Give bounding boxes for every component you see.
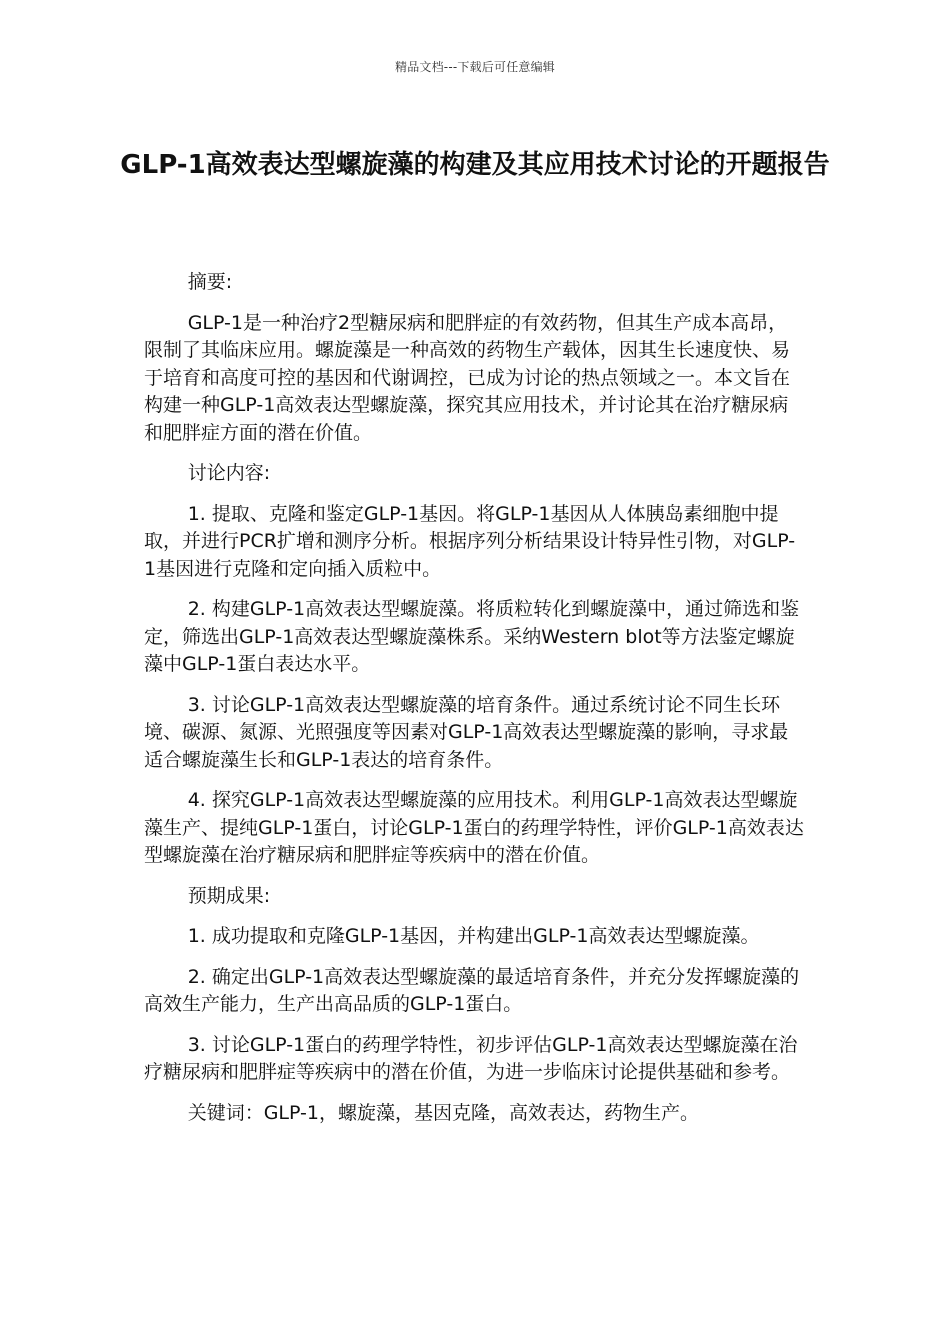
research-heading: 讨论内容:: [187, 462, 271, 484]
outcomes-heading: 预期成果:: [187, 884, 271, 907]
research-item-1: 1. 提取、克隆和鉴定GLP-1基因。将GLP-1基因从人体胰岛素细胞中提取，并进行PCR扩增和测序分析。根据序列分析结果设计特异性引物，对GLP-1基因进行克隆和定向插入质粒中。: [144, 502, 796, 580]
header-note: 精品文档---下载后可任意编辑: [395, 60, 555, 74]
research-item-4: 4. 探究GLP-1高效表达型螺旋藻的应用技术。利用GLP-1高效表达型螺旋藻生产、提纯GLP-1蛋白，讨论GLP-1蛋白的药理学特性，评价GLP-1高效表达型螺旋藻在治疗糖尿病和肥胖症等疾病中的潜在价值。: [144, 789, 804, 866]
abstract-heading: 摘要:: [187, 271, 233, 293]
outcome-item-3: 3. 讨论GLP-1蛋白的药理学特性，初步评估GLP-1高效表达型螺旋藻在治疗糖尿病和肥胖症等疾病中的潜在价值，为进一步临床讨论提供基础和参考。: [144, 1033, 798, 1083]
keywords-line: 关键词：GLP-1，螺旋藻，基因克隆，高效表达，药物生产。: [187, 1101, 699, 1124]
document-title: GLP-1高效表达型螺旋藻的构建及其应用技术讨论的开题报告: [120, 150, 830, 180]
abstract-paragraph: GLP-1是一种治疗2型糖尿病和肥胖症的有效药物，但其生产成本高昂，限制了其临床应用。螺旋藻是一种高效的药物生产载体，因其生长速度快、易于培育和高度可控的基因和代谢调控，已成为讨论的热点领域之一。本文旨在构建一种GLP-1高效表达型螺旋藻，探究其应用技术，并讨论其在治疗糖尿病和肥胖症方面的潜在价值。: [144, 311, 791, 444]
research-item-3: 3. 讨论GLP-1高效表达型螺旋藻的培育条件。通过系统讨论不同生长环境、碳源、氮源、光照强度等因素对GLP-1高效表达型螺旋藻的影响，寻求最适合螺旋藻生长和GLP-1表达的培育条件。: [144, 693, 789, 771]
research-item-2: 2. 构建GLP-1高效表达型螺旋藻。将质粒转化到螺旋藻中，通过筛选和鉴定，筛选出GLP-1高效表达型螺旋藻株系。采纳Western blot等方法鉴定螺旋藻中GLP-1蛋白表达水平。: [144, 598, 800, 675]
document-body: [144, 269, 806, 1140]
outcome-item-2: 2. 确定出GLP-1高效表达型螺旋藻的最适培育条件，并充分发挥螺旋藻的高效生产能力，生产出高品质的GLP-1蛋白。: [144, 965, 800, 1015]
outcome-item-1: 1. 成功提取和克隆GLP-1基因，并构建出GLP-1高效表达型螺旋藻。: [187, 925, 760, 947]
